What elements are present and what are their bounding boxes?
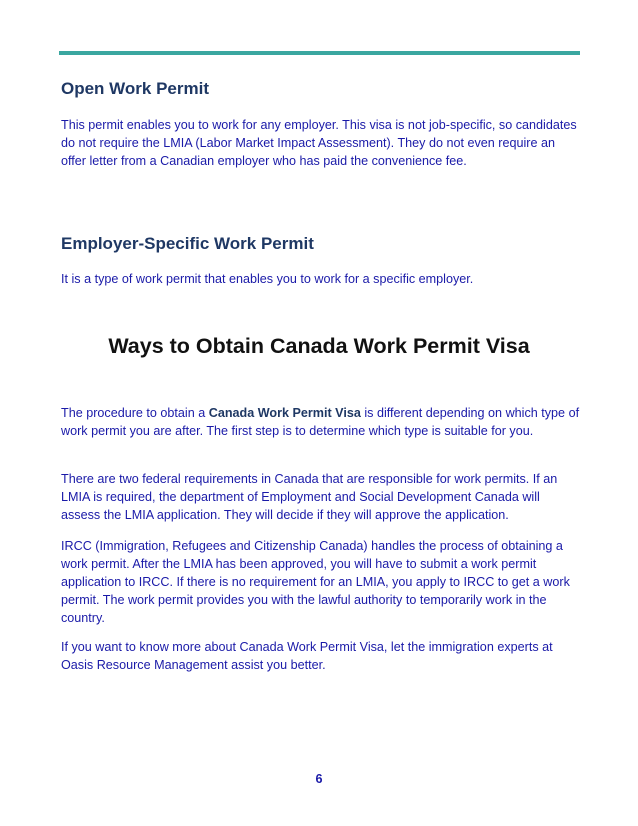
employer-specific-text: It is a type of work permit that enables you to work for a specific employer. bbox=[61, 272, 474, 286]
ircc-paragraph: IRCC (Immigration, Refugees and Citizenship Canada) handles the process of obtaining a work permit. After the LMIA has been approved, you will have to submit a work permit application to IRCC. If there is no requirement for an LMIA, you apply to IRCC to get a work permit. The work permit provides you with the lawful authority to temporarily work in the country. bbox=[61, 539, 570, 625]
canada-work-permit-visa-link[interactable]: Canada Work Permit Visa bbox=[208, 406, 361, 420]
top-accent-rule bbox=[59, 51, 580, 55]
employer-specific-heading: Employer-Specific Work Permit bbox=[61, 234, 314, 253]
procedure-text-after: is different depending on which type of work permit you are after. The first step is to determine which type is suitable for you. bbox=[61, 406, 580, 438]
open-work-permit-text: This permit enables you to work for any employer. This visa is not job-specific, so candidates do not require the LMIA (Labor Market Impact Assessment). They do not even require an offer letter from a Canadian employer who has paid the convenience fee. bbox=[61, 118, 577, 168]
contact-paragraph: If you want to know more about Canada Work Permit Visa, let the immigration experts at Oasis Resource Management assist you better. bbox=[61, 640, 553, 672]
page-number: 6 bbox=[315, 772, 323, 786]
procedure-text-before: The procedure to obtain a bbox=[61, 406, 209, 420]
open-work-permit-heading: Open Work Permit bbox=[61, 79, 209, 98]
procedure-paragraph bbox=[61, 404, 581, 440]
federal-requirements-paragraph: There are two federal requirements in Canada that are responsible for work permits. If an LMIA is required, the department of Employment and Social Development Canada will assess the LMIA application. They will decide if they will approve the application. bbox=[61, 472, 558, 522]
main-heading: Ways to Obtain Canada Work Permit Visa bbox=[108, 334, 530, 358]
